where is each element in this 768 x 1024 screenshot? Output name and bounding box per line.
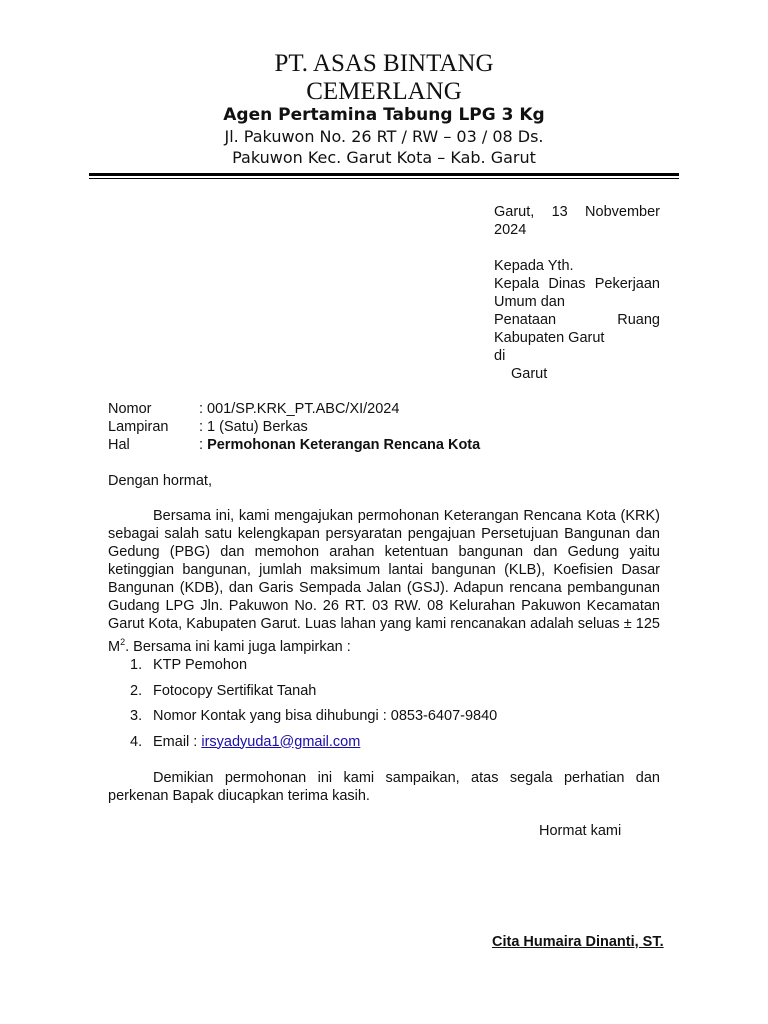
letter-meta <box>108 400 480 454</box>
meta-hal-colon: : <box>199 437 208 453</box>
closing-paragraph: Demikian permohonan ini kami sampaikan, atas segala perhatian dan perkenan Bapak diucapkan terima kasih. <box>108 770 660 804</box>
meta-nomor <box>108 400 480 418</box>
signatory-name: Cita Humaira Dinanti, ST. <box>492 934 664 950</box>
recipient-line2: Umum dan <box>494 294 565 310</box>
company-name-line2: CEMERLANG <box>306 78 462 105</box>
email-link[interactable]: irsyadyuda1@gmail.com <box>201 733 361 750</box>
date-month: Nobvember <box>585 204 660 220</box>
meta-lampiran <box>108 418 480 436</box>
list-number: 4. <box>130 733 143 750</box>
letterhead-divider-thick <box>89 173 679 176</box>
date-year: 2024 <box>494 222 527 238</box>
recipient-line6: Garut <box>511 366 548 382</box>
company-name-line1: PT. ASAS BINTANG <box>274 50 494 77</box>
body-paragraph <box>108 507 660 656</box>
list-item <box>130 656 497 682</box>
letterhead-divider-thin <box>89 178 679 179</box>
list-text: KTP Pemohon <box>153 657 248 673</box>
meta-nomor-value: : 001/SP.KRK_PT.ABC/XI/2024 <box>199 401 400 417</box>
recipient-word: Pekerjaan <box>594 276 660 292</box>
meta-hal-label: Hal <box>108 437 130 453</box>
date-day: 13 <box>551 204 568 220</box>
list-number: 1. <box>130 657 143 673</box>
list-item <box>130 733 497 759</box>
recipient-word: Ruang <box>617 312 660 328</box>
list-item <box>130 707 497 733</box>
recipient-word: Dinas <box>548 276 586 292</box>
address-line1: Jl. Pakuwon No. 26 RT / RW – 03 / 08 Ds. <box>224 127 544 146</box>
list-item <box>130 682 497 708</box>
salutation: Dengan hormat, <box>108 473 212 489</box>
meta-lampiran-value: : 1 (Satu) Berkas <box>199 419 308 435</box>
meta-nomor-label: Nomor <box>108 401 152 417</box>
recipient-line3 <box>494 311 660 329</box>
recipient-line1 <box>494 275 660 293</box>
email-label: Email : <box>153 733 202 750</box>
recipient-word: Penataan <box>494 312 557 328</box>
recipient-word: Kepala <box>494 276 540 292</box>
body-paragraph-text: Bersama ini, kami mengajukan permohonan Keterangan Rencana Kota (KRK) sebagai salah satu kelengkapan persyaratan pengajuan Persetujuan Bangunan dan Gedung (PBG) dan memohon arahan ketentuan bangunan dan Gedung yaitu ketinggian bangunan, jumlah maksimum lantai bangunan (KLB), Koefisien Dasar Bangunan (KDB), dan Garis Sempada Jalan (GSJ). Adapun rencana pembangunan Gudang LPG Jln. Pakuwon No. 26 RT. 03 RW. 08 Kelurahan Pakuwon Kecamatan Garut Kota, Kabupaten Garut. Luas lahan yang kami rencanakan adalah seluas ± 125 M <box>108 508 660 655</box>
regards: Hormat kami <box>539 823 622 839</box>
body-paragraph-end: . Bersama ini kami juga lampirkan : <box>125 638 351 655</box>
recipient-block <box>494 203 660 383</box>
recipient-line4: Kabupaten Garut <box>494 330 605 346</box>
company-address <box>90 126 678 168</box>
list-text: Fotocopy Sertifikat Tanah <box>153 682 317 699</box>
area-unit-superscript: 2 <box>120 637 126 647</box>
meta-hal-value: Permohonan Keterangan Rencana Kota <box>207 437 481 453</box>
attachment-list <box>130 656 497 758</box>
meta-lampiran-label: Lampiran <box>108 419 169 435</box>
recipient-line5: di <box>494 348 506 364</box>
letter-date <box>494 203 660 221</box>
recipient-greeting: Kepada Yth. <box>494 258 574 274</box>
meta-hal <box>108 436 480 454</box>
address-line2: Pakuwon Kec. Garut Kota – Kab. Garut <box>232 148 536 167</box>
agent-title: Agen Pertamina Tabung LPG 3 Kg <box>223 105 545 125</box>
company-name <box>90 50 678 106</box>
list-number: 3. <box>130 708 143 724</box>
list-text: Nomor Kontak yang bisa dihubungi : 0853-6407-9840 <box>153 708 498 724</box>
date-city: Garut, <box>494 204 535 220</box>
list-number: 2. <box>130 682 143 699</box>
